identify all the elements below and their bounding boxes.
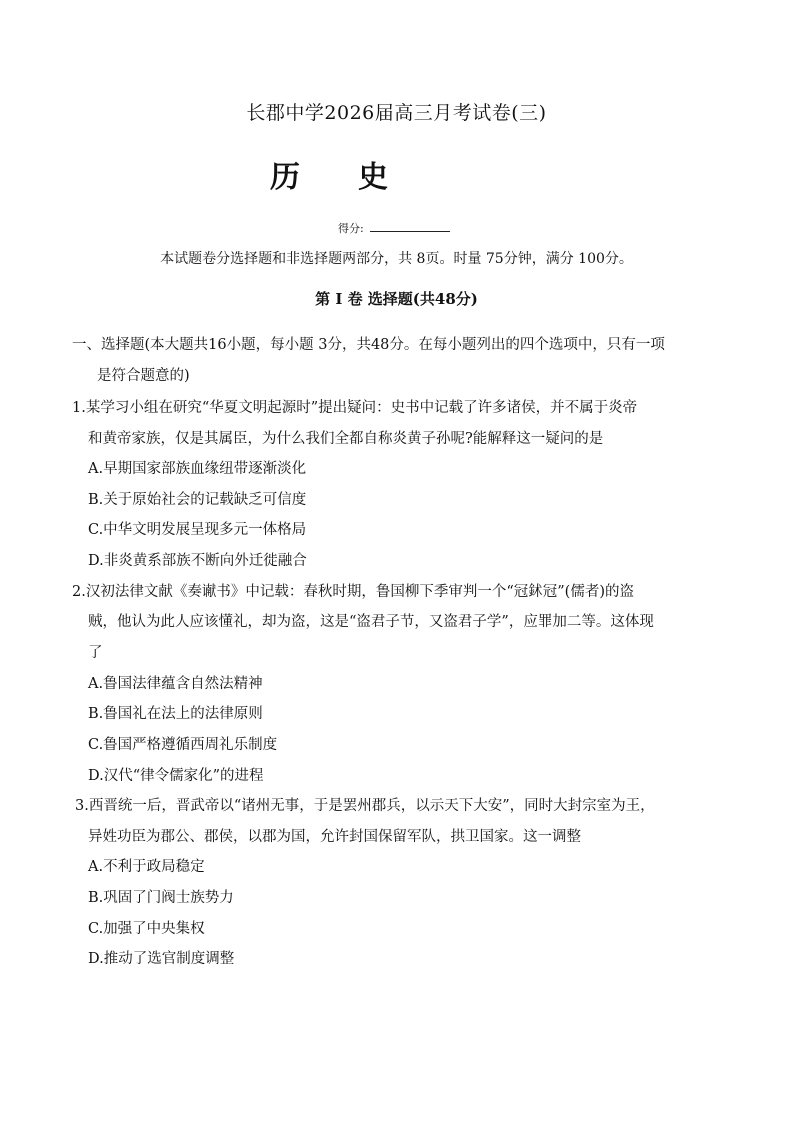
- option-a: A.不利于政局稳定: [88, 859, 205, 875]
- subject-char-1: 历: [270, 160, 300, 195]
- question-stem-line: 异姓功臣为郡公、郡侯，以郡为国，允许封国保留军队，拱卫国家。这一调整: [88, 829, 581, 845]
- exam-intro: 本试题卷分选择题和非选择题两部分，共 8页。时量 75分钟，满分 100分。: [160, 251, 633, 267]
- section-title: 第 Ⅰ 卷 选择题(共48分): [315, 290, 478, 308]
- option-b: B.鲁国礼在法上的法律原则: [88, 706, 263, 722]
- option-d: D.汉代“律令儒家化”的进程: [88, 768, 264, 784]
- option-c: C.中华文明发展呈现多元一体格局: [88, 522, 307, 538]
- question-stem-line: 1.某学习小组在研究“华夏文明起源时”提出疑问：史书中记载了许多诸侯，并不属于炎帝: [72, 400, 638, 416]
- instructions-line-1: 一、选择题(本大题共16小题，每小题 3分，共48分。在每小题列出的四个选项中，只有一项: [72, 337, 665, 353]
- question-stem-line: 2.汉初法律文献《奏谳书》中记载：春秋时期，鲁国柳下季审判一个“冠鉥冠”(儒者)的盗: [72, 584, 634, 600]
- option-a: A.鲁国法律蕴含自然法精神: [88, 676, 263, 692]
- exam-title: 长郡中学2026届高三月考试卷(三): [246, 102, 547, 124]
- subject-title: [270, 152, 388, 196]
- question-stem-line: 和黄帝家族，仅是其属臣，为什么我们全都自称炎黄子孙呢?能解释这一疑问的是: [88, 431, 604, 447]
- score-label: 得分:: [338, 222, 364, 235]
- score-blank-line: [370, 222, 450, 232]
- question-stem-line: 3.西晋统一后，晋武帝以“诸州无事，于是罢州郡兵，以示天下大安”，同时大封宗室为王，: [75, 798, 655, 814]
- score-field: [338, 220, 450, 236]
- subject-char-2: 史: [358, 160, 388, 195]
- option-d: D.非炎黄系部族不断向外迁徙融合: [88, 553, 307, 569]
- option-b: B.巩固了门阀士族势力: [88, 890, 234, 906]
- option-c: C.加强了中央集权: [88, 921, 205, 937]
- question-stem-line: 了: [88, 645, 103, 661]
- instructions-line-2: 是符合题意的): [97, 368, 190, 384]
- option-a: A.早期国家部族血缘纽带逐渐淡化: [88, 461, 307, 477]
- question-stem-line: 贼，他认为此人应该懂礼，却为盗，这是“盗君子节，又盗君子学”，应罪加二等。这体现: [88, 614, 654, 630]
- option-c: C.鲁国严格遵循西周礼乐制度: [88, 737, 278, 753]
- option-b: B.关于原始社会的记载缺乏可信度: [88, 492, 307, 508]
- option-d: D.推动了选官制度调整: [88, 951, 235, 967]
